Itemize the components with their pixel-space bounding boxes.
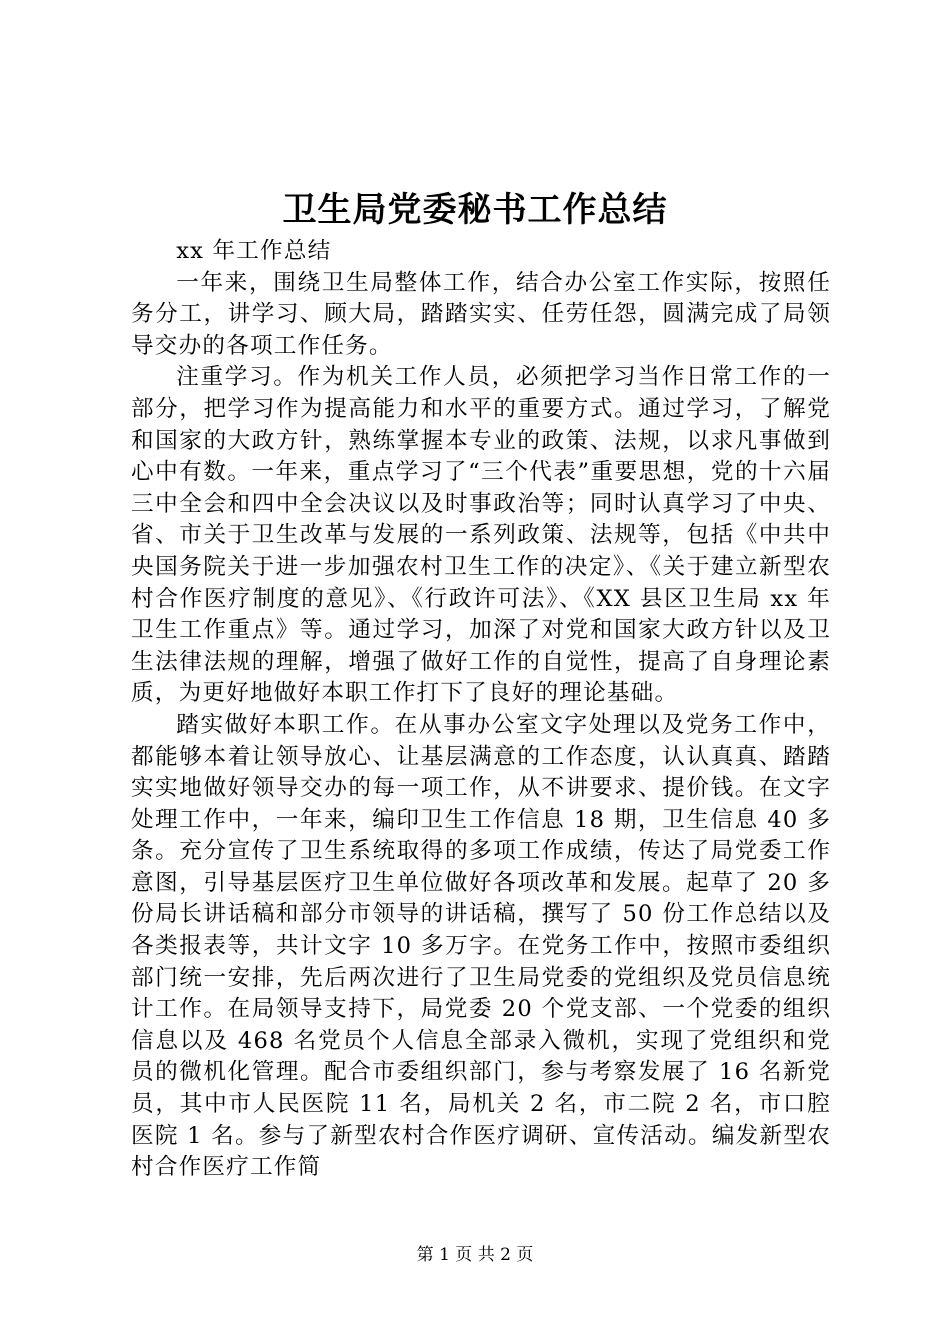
paragraph-duties: 踏实做好本职工作。在从事办公室文字处理以及党务工作中，都能够本着让领导放心、让基层满意的工作态度，认认真真、踏踏实实地做好领导交办的每一项工作，从不讲要求、提价钱。在文字处理工作中，一年来，编印卫生工作信息 18 期，卫生信息 40 多条。充分宣传了卫生系统取得的多项工作成绩，传达了局党委工作意图，引导基层医疗卫生单位做好各项改革和发展。起草了 20 多份局长讲话稿和部分市领导的讲话稿，撰写了 50 份工作总结以及各类报表等，共计文字 10 多万字。在党务工作中，按照市委组织部门统一安排，先后两次进行了卫生局党委的党组织及党员信息统计工作。在局领导支持下，局党委 20 个党支部、一个党委的组织信息以及 468 名党员个人信息全部录入微机，实现了党组织和党员的微机化管理。配合市委组织部门，参与考察发展了 16 名新党员，其中市人民医院 11 名，局机关 2 名，市二院 2 名，市口腔医院 1 名。参与了新型农村合作医疗调研、宣传活动。编发新型农村合作医疗工作简 [131, 711, 831, 1181]
page-footer: 第 1 页 共 2 页 [416, 1245, 534, 1265]
paragraph-intro: 一年来，围绕卫生局整体工作，结合办公室工作实际，按照任务分工，讲学习、顾大局，踏踏实实、任劳任怨，圆满完成了局领导交办的各项工作任务。 [131, 269, 831, 359]
document-body [131, 236, 831, 1184]
paragraph-study: 注重学习。作为机关工作人员，必须把学习当作日常工作的一部分，把学习作为提高能力和水平的重要方式。通过学习，了解党和国家的大政方针，熟练掌握本专业的政策、法规，以求凡事做到心中有数。一年来，重点学习了“三个代表”重要思想，党的十六届三中全会和四中全会决议以及时事政治等；同时认真学习了中央、省、市关于卫生改革与发展的一系列政策、法规等，包括《中共中央国务院关于进一步加强农村卫生工作的决定》、《关于建立新型农村合作医疗制度的意见》、《行政许可法》、《XX 县区卫生局 xx 年卫生工作重点》等。通过学习，加深了对党和国家大政方针以及卫生法律法规的理解，增强了做好工作的自觉性，提高了自身理论素质，为更好地做好本职工作打下了良好的理论基础。 [131, 364, 831, 707]
document-subtitle: xx 年工作总结 [176, 238, 332, 264]
document-title: 卫生局党委秘书工作总结 [282, 190, 668, 230]
